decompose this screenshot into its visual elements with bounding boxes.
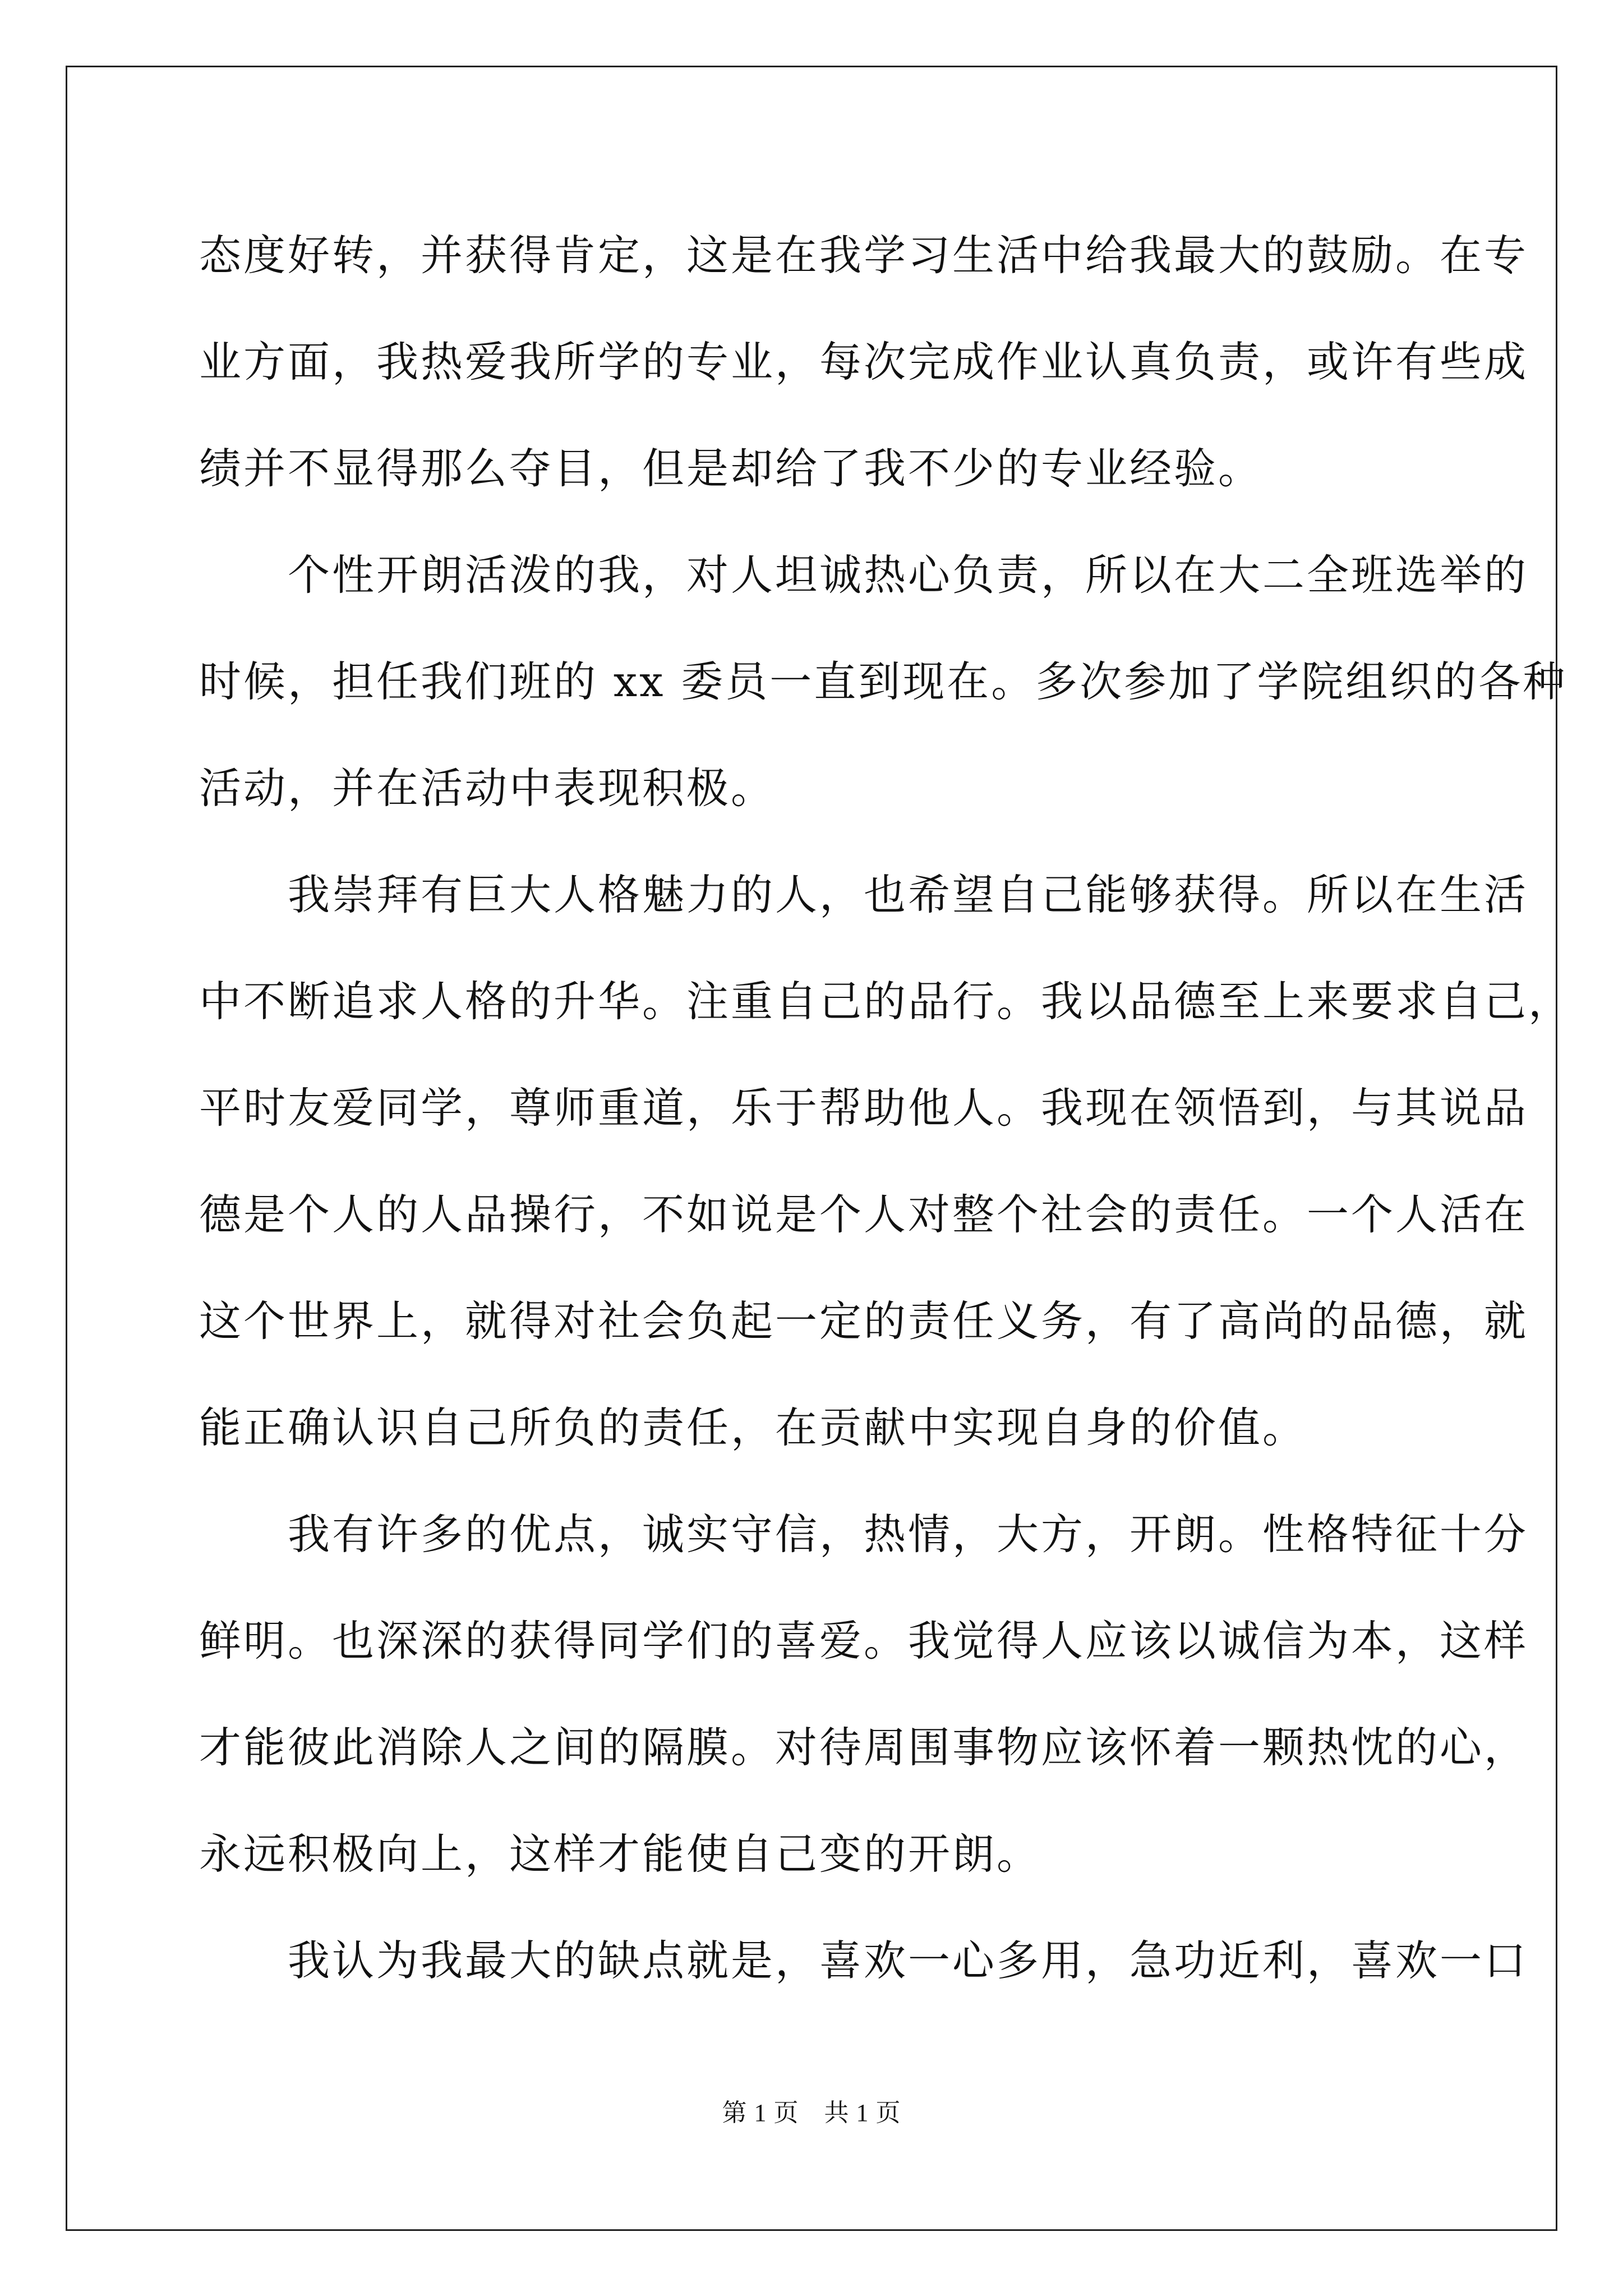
text-line: 平时友爱同学，尊师重道，乐于帮助他人。我现在领悟到，与其说品 [199,1083,1529,1133]
text-line: 我有许多的优点，诚实守信，热情，大方，开朗。性格特征十分 [199,1510,1529,1559]
text-line: 才能彼此消除人之间的隔膜。对待周围事物应该怀着一颗热忱的心， [199,1723,1529,1772]
text-line: 绩并不显得那么夺目，但是却给了我不少的专业经验。 [199,444,1263,493]
text-line: 中不断追求人格的升华。注重自己的品行。我以品德至上来要求自己， [199,977,1573,1026]
text-line: 能正确认识自己所负的责任，在贡献中实现自身的价值。 [199,1403,1307,1452]
document-body [199,213,1573,2025]
text-line: 时候，担任我们班的 xx 委员一直到现在。多次参加了学院组织的各种 [199,657,1567,706]
text-line: 德是个人的人品操行，不如说是个人对整个社会的责任。一个人活在 [199,1190,1529,1239]
text-line: 鲜明。也深深的获得同学们的喜爱。我觉得人应该以诚信为本，这样 [199,1616,1529,1665]
text-line: 个性开朗活泼的我，对人坦诚热心负责，所以在大二全班选举的 [199,550,1529,600]
text-line: 永远积极向上，这样才能使自己变的开朗。 [199,1829,1041,1879]
text-line: 态度好转，并获得肯定，这是在我学习生活中给我最大的鼓励。在专 [199,231,1529,280]
page-number-footer: 第 1 页 共 1 页 [722,2099,901,2127]
text-line: 我认为我最大的缺点就是，喜欢一心多用，急功近利，喜欢一口 [199,1936,1529,1985]
text-line: 业方面，我热爱我所学的专业，每次完成作业认真负责，或许有些成 [199,337,1529,386]
text-line: 活动，并在活动中表现积极。 [199,763,776,813]
text-line: 我崇拜有巨大人格魅力的人，也希望自己能够获得。所以在生活 [199,870,1529,919]
text-line: 这个世界上，就得对社会负起一定的责任义务，有了高尚的品德，就 [199,1296,1529,1346]
